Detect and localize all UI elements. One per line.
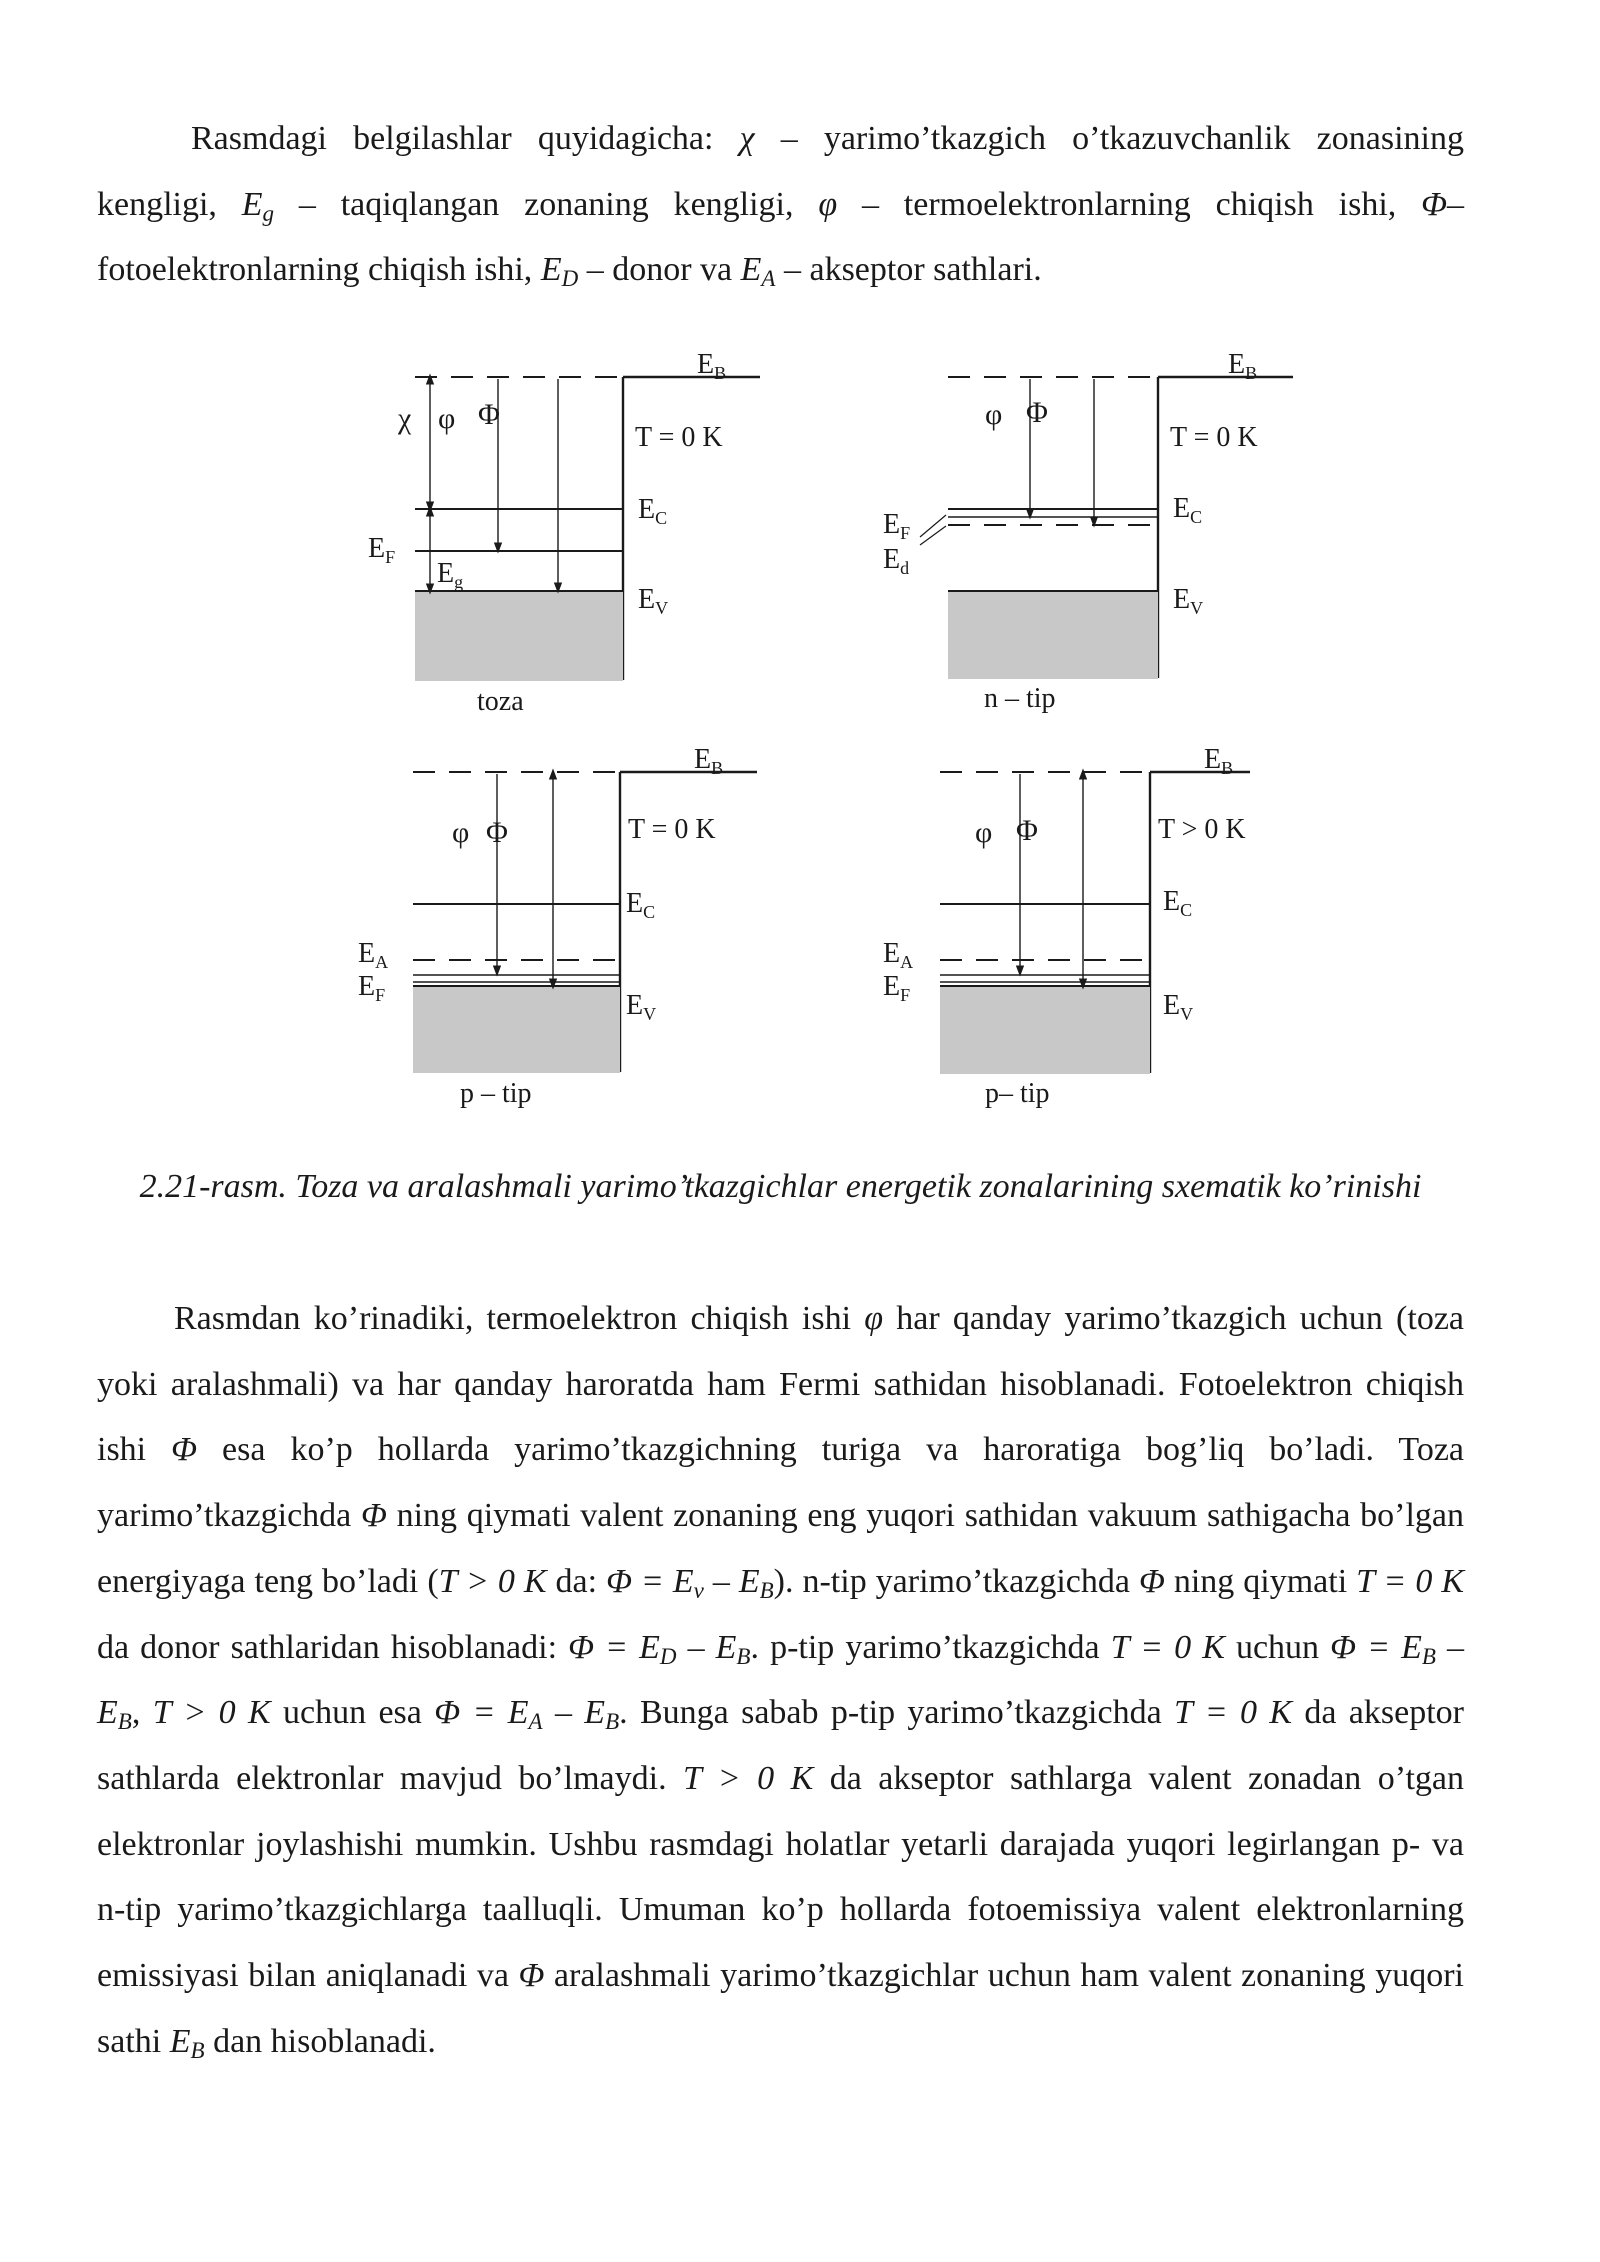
svg-text:EC: $E_C$ [626,888,656,922]
svg-text:EB: $E_B$ [697,349,727,383]
svg-text:EF: $E_F$ [883,971,911,1005]
figure-caption: 2.21-rasm. Toza va aralashmali yarimo’tkazgichlar energetik zonalarining sxematik ko’rinishi [139,1168,1422,1205]
svg-text:EC: $E_C$ [1173,493,1203,527]
panel-label: p– tip [985,1078,1050,1109]
temperature-label: T = 0 K [628,814,716,845]
svg-text:EV: $E_V$ [1173,584,1204,618]
svg-text:EV: $E_V$ [638,584,669,618]
temperature-label: T > 0 K [1158,814,1246,845]
svg-text:EF: $E_F$ [368,533,396,567]
intro-paragraph: Rasmdagi belgilashlar quyidagicha: χ – yarimo’tkazgich o’tkazuvchanlik zonasining kengligi, $E_g$ – taqiqlangan zonaning kengligi, φ – termoelektronlarning chiqish ishi, Φ–fotoelektronlarning chiqish ishi, $E_D$ – donor va $E_A$ – akseptor sathlari. [97,120,1464,292]
panel-label: n – tip [984,683,1056,714]
panel-intrinsic [368,349,760,717]
Phi-symbol: Φ [486,816,508,849]
Phi-symbol: Φ [1026,396,1048,429]
svg-text:EF: $E_F$ [358,971,386,1005]
Phi-symbol: Φ [478,398,500,431]
panel-p-type-zero [358,744,757,1109]
temperature-label: T = 0 K [635,422,723,453]
phi-symbol: φ [975,816,993,849]
svg-text:EC: $E_C$ [1163,886,1193,920]
svg-text:EC: $E_C$ [638,494,668,528]
Phi-symbol: Φ [1016,814,1038,847]
svg-text:EB: $E_B$ [694,744,724,778]
phi-symbol: φ [452,816,470,849]
panel-p-type-positive [883,744,1250,1109]
svg-text:EV: $E_V$ [1163,990,1194,1024]
body-paragraph: Rasmdan ko’rinadiki, termoelektron chiqish ishi φ har qanday yarimo’tkazgich uchun (toza yoki aralashmali) va har qanday haroratda ham Fermi sathidan hisoblanadi. Fotoelektron chiqish ishi Φ esa ko’p hollarda yarimo’tkazgichning turiga va haroratiga bog’liq bo’ladi. Toza yarimo’tkazgichda Φ ning qiymati valent zonaning eng yuqori sathidan vakuum sathigacha bo’lgan energiyaga teng bo’ladi (T > 0 K da: $\Phi = E_v - E_B$). n-tip yarimo’tkazgichda Φ ning qiymati T = 0 K da donor sathlaridan hisoblanadi: $\Phi = E_D - E_B$. p-tip yarimo’tkazgichda T = 0 K uchun $\Phi = E_B - E_B$, T > 0 K uchun esa $\Phi = E_A - E_B$. Bunga sabab p-tip yarimo’tkazgichda T = 0 K da akseptor sathlarda elektronlar mavjud bo’lmaydi. T > 0 K da akseptor sathlarga valent zonadan o’tgan elektronlar joylashishi mumkin. Ushbu rasmdagi holatlar yetarli darajada yuqori legirlangan p- va n-tip yarimo’tkazgichlarga taalluqli. Umuman ko’p hollarda fotoemissiya valent elektronlarning emissiyasi bilan aniqlanadi va Φ aralashmali yarimo’tkazgichlar uchun ham valent zonaning yuqori sathi $E_B$ dan hisoblanadi. [97,1300,1465,2063]
svg-text:EA: $E_A$ [883,938,914,972]
svg-text:EB: $E_B$ [1228,349,1258,383]
svg-text:Ed: $E_d$ [883,544,910,578]
panel-label: p – tip [460,1078,532,1109]
svg-text:Eg: $E_g$ [437,558,464,592]
svg-text:EV: $E_V$ [626,990,657,1024]
phi-symbol: φ [438,402,456,435]
panel-label: toza [477,686,524,717]
svg-text:EA: $E_A$ [358,938,389,972]
svg-text:EF: $E_F$ [883,509,911,543]
temperature-label: T = 0 K [1170,422,1258,453]
svg-text:EB: $E_B$ [1204,744,1234,778]
phi-symbol: φ [985,398,1003,431]
panel-n-type [883,349,1293,714]
chi-symbol: χ [398,402,412,435]
